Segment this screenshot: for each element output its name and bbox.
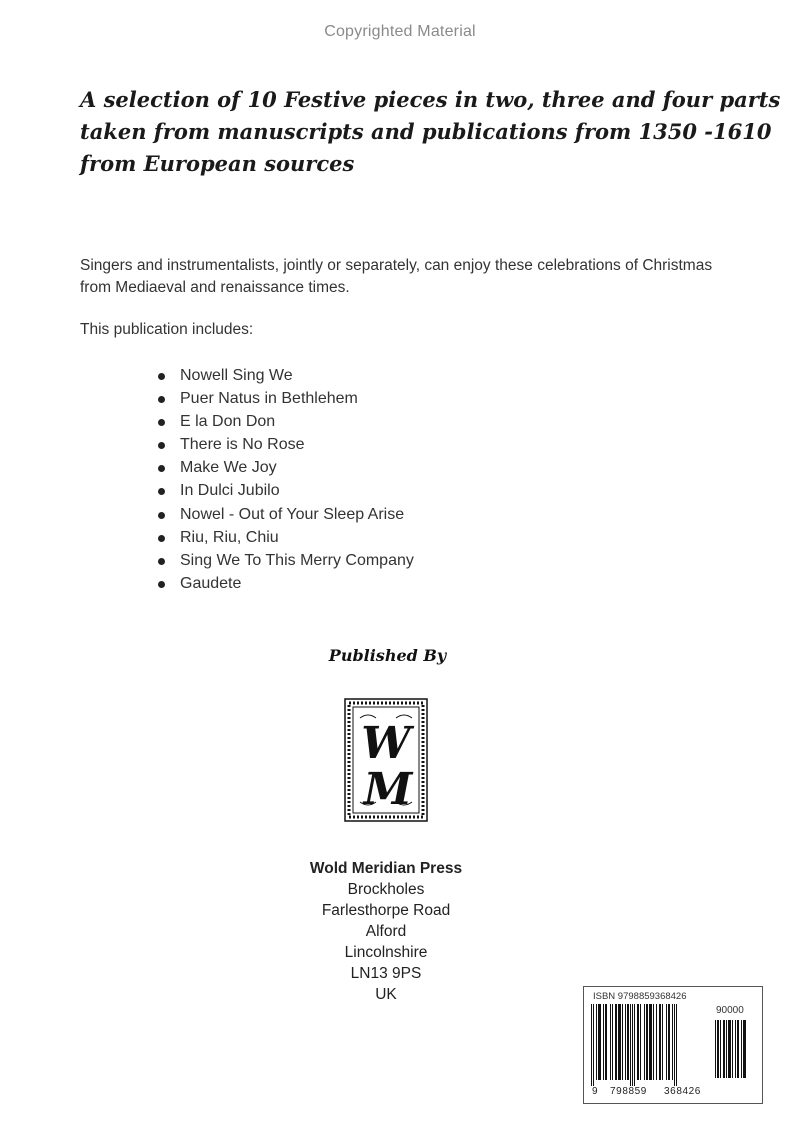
list-item: There is No Rose xyxy=(180,433,414,456)
list-item: Riu, Riu, Chiu xyxy=(180,526,414,549)
addon-barcode-icon xyxy=(715,1020,757,1080)
svg-text:M: M xyxy=(363,764,413,815)
list-item: Sing We To This Merry Company xyxy=(180,549,414,572)
list-item: E la Don Don xyxy=(180,410,414,433)
piece-list xyxy=(180,364,414,595)
list-item: Nowell Sing We xyxy=(180,364,414,387)
isbn-label: ISBN 9798859368426 xyxy=(593,991,687,1002)
list-item: Gaudete xyxy=(180,572,414,595)
barcode-digits-group-1: 798859 xyxy=(610,1086,647,1097)
list-item: Make We Joy xyxy=(180,456,414,479)
watermark-top: Copyrighted Material xyxy=(324,23,476,40)
barcode-digits-group-2: 368426 xyxy=(664,1086,701,1097)
headline-line-2: taken from manuscripts and publications from 1350 -1610 xyxy=(80,119,772,144)
press-name: Wold Meridian Press xyxy=(309,860,463,877)
published-by-heading: Published By xyxy=(328,646,447,665)
intro-paragraph: Singers and instrumentalists, jointly or separately, can enjoy these celebrations of Christmas from Mediaeval and renaissance times. xyxy=(80,257,713,296)
address-line: LN13 9PS xyxy=(350,965,422,982)
address-line: Alford xyxy=(365,923,407,940)
wm-monogram-icon xyxy=(344,698,428,822)
publisher-address xyxy=(0,858,772,1005)
svg-text:W: W xyxy=(361,718,411,769)
headline xyxy=(80,84,781,180)
address-line: Brockholes xyxy=(347,881,425,898)
price-code: 90000 xyxy=(716,1005,744,1016)
address-line: UK xyxy=(375,986,397,1003)
includes-label: This publication includes: xyxy=(80,321,254,338)
headline-line-1: A selection of 10 Festive pieces in two, three and four parts xyxy=(80,87,781,112)
list-item: Puer Natus in Bethlehem xyxy=(180,387,414,410)
headline-line-3: from European sources xyxy=(80,151,355,176)
isbn-barcode xyxy=(583,986,763,1104)
barcode-icon xyxy=(591,1004,713,1086)
list-item: Nowel - Out of Your Sleep Arise xyxy=(180,503,414,526)
address-line: Lincolnshire xyxy=(344,944,428,961)
barcode-digit-lead: 9 xyxy=(592,1086,598,1097)
address-line: Farlesthorpe Road xyxy=(321,902,451,919)
list-item: In Dulci Jubilo xyxy=(180,479,414,502)
logo-graphic xyxy=(344,698,428,822)
